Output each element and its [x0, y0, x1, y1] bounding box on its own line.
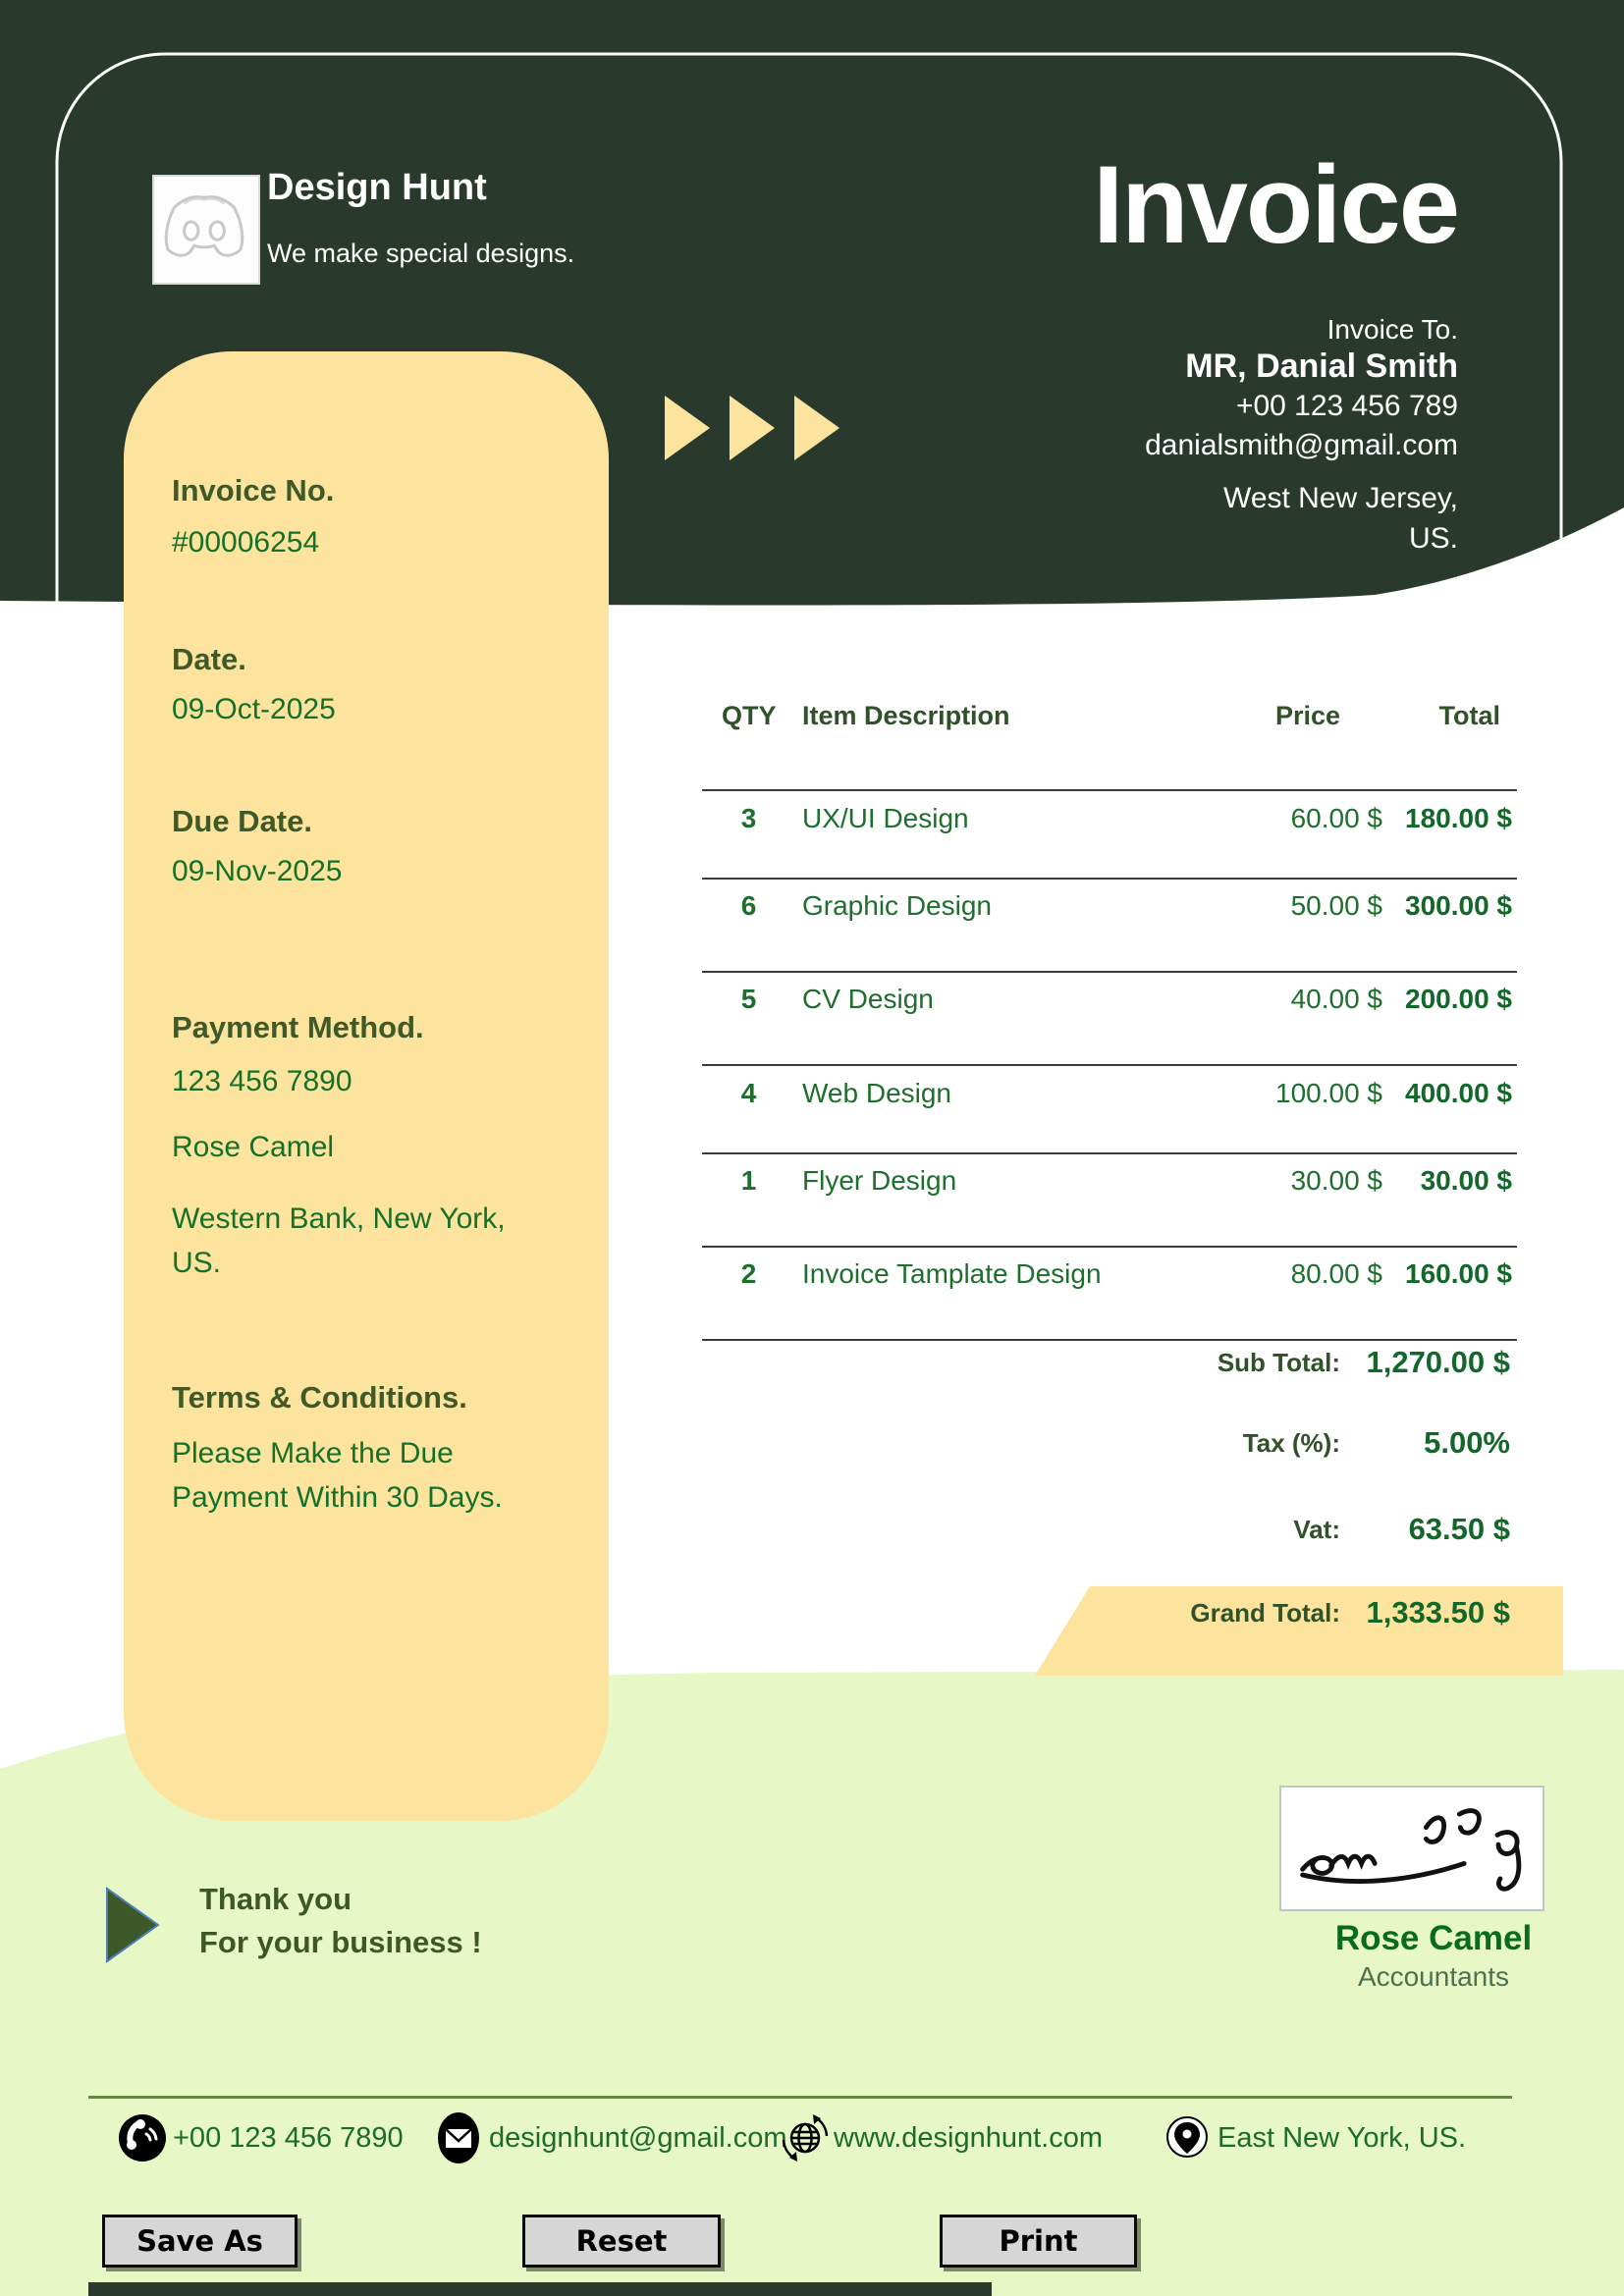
signature-box — [1279, 1786, 1544, 1911]
client-address-line1: West New Jersey, — [1223, 482, 1458, 514]
arrow-triangles-icon — [665, 395, 851, 463]
vat-row — [702, 1508, 1517, 1551]
invoice-title: Invoice — [1093, 143, 1458, 266]
reset-button[interactable]: Reset — [522, 2215, 721, 2268]
grand-total-row — [702, 1591, 1517, 1634]
brand-logo — [152, 175, 260, 285]
invoice-no-value: #00006254 — [172, 526, 320, 559]
client-phone: +00 123 456 789 — [1235, 390, 1458, 422]
payment-account: 123 456 7890 — [172, 1065, 352, 1097]
invoice-details-panel — [124, 351, 609, 1821]
col-header-description: Item Description — [802, 701, 1010, 730]
payment-method-label: Payment Method. — [172, 1010, 424, 1044]
cell-description: UX/UI Design — [802, 803, 969, 833]
grand-total-label: Grand Total: — [1190, 1598, 1340, 1628]
cell-price: 50.00 $ — [1290, 890, 1382, 921]
footer-email: designhunt@gmail.com — [489, 2122, 787, 2154]
signatory-name: Rose Camel — [1334, 1919, 1533, 1957]
cell-description: Invoice Tamplate Design — [802, 1258, 1102, 1289]
client-email: danialsmith@gmail.com — [1145, 429, 1458, 461]
cell-price: 30.00 $ — [1290, 1165, 1382, 1196]
terms-line1: Please Make the Due — [172, 1437, 454, 1469]
table-row — [702, 984, 1517, 1023]
cell-price: 40.00 $ — [1290, 984, 1382, 1014]
table-header-row — [702, 701, 1517, 740]
invoice-to-label: Invoice To. — [1326, 314, 1458, 345]
table-divider — [702, 1064, 1517, 1066]
grand-total-value: 1,333.50 $ — [1366, 1595, 1510, 1629]
signatory-role: Accountants — [1357, 1961, 1510, 1992]
brand-name: Design Hunt — [267, 167, 487, 208]
table-row — [702, 1258, 1517, 1298]
cell-qty: 6 — [740, 890, 757, 921]
cell-total: 180.00 $ — [1405, 803, 1512, 833]
payment-bank-line2: US. — [172, 1247, 222, 1279]
table-row — [702, 803, 1517, 842]
vat-label: Vat: — [1293, 1515, 1340, 1544]
cell-price: 100.00 $ — [1275, 1078, 1382, 1108]
print-button[interactable]: Print — [940, 2215, 1137, 2268]
due-date-value: 09-Nov-2025 — [172, 855, 343, 887]
table-divider — [702, 789, 1517, 791]
table-divider — [702, 1246, 1517, 1248]
cell-total: 160.00 $ — [1405, 1258, 1512, 1289]
subtotal-value: 1,270.00 $ — [1366, 1345, 1510, 1379]
due-date-label: Due Date. — [172, 804, 312, 838]
handwritten-signature — [1281, 1788, 1539, 1905]
tax-value: 5.00% — [1424, 1425, 1510, 1460]
cell-description: Web Design — [802, 1078, 952, 1108]
phone-icon — [118, 2112, 167, 2163]
brand-tagline: We make special designs. — [267, 239, 575, 268]
cell-qty: 1 — [740, 1165, 757, 1196]
cell-total: 200.00 $ — [1405, 984, 1512, 1014]
footer-divider — [88, 2096, 1512, 2099]
vat-value: 63.50 $ — [1408, 1512, 1510, 1546]
table-divider — [702, 971, 1517, 973]
date-value: 09-Oct-2025 — [172, 693, 336, 725]
cell-total: 400.00 $ — [1405, 1078, 1512, 1108]
cell-description: Graphic Design — [802, 890, 992, 921]
play-triangle-icon — [105, 1887, 162, 1963]
footer-website: www.designhunt.com — [834, 2122, 1104, 2154]
table-row — [702, 890, 1517, 930]
invoice-no-label: Invoice No. — [172, 473, 335, 507]
terms-label: Terms & Conditions. — [172, 1380, 467, 1415]
client-address-line2: US. — [1408, 522, 1458, 555]
payment-bank-line1: Western Bank, New York, — [172, 1202, 506, 1235]
cell-description: Flyer Design — [802, 1165, 957, 1196]
mail-icon — [438, 2112, 479, 2163]
bottom-accent-bar — [88, 2282, 992, 2296]
thank-you-line2: For your business ! — [199, 1925, 482, 1959]
tax-row — [702, 1421, 1517, 1465]
subtotal-label: Sub Total: — [1217, 1348, 1340, 1377]
col-header-price: Price — [1274, 701, 1340, 730]
cell-qty: 2 — [740, 1258, 757, 1289]
cell-price: 80.00 $ — [1290, 1258, 1382, 1289]
globe-icon — [780, 2110, 831, 2165]
col-header-qty: QTY — [722, 701, 777, 730]
cell-total: 30.00 $ — [1420, 1165, 1512, 1196]
discord-mascot-icon — [154, 177, 254, 279]
cell-price: 60.00 $ — [1290, 803, 1382, 833]
date-label: Date. — [172, 642, 246, 676]
tax-label: Tax (%): — [1242, 1428, 1340, 1458]
thank-you-line1: Thank you — [199, 1882, 352, 1916]
footer-phone: +00 123 456 7890 — [173, 2122, 404, 2154]
col-header-total: Total — [1438, 701, 1500, 730]
client-name: MR, Danial Smith — [1185, 347, 1458, 385]
table-divider — [702, 1152, 1517, 1154]
terms-line2: Payment Within 30 Days. — [172, 1481, 503, 1514]
save-as-button[interactable]: Save As — [102, 2215, 298, 2268]
cell-qty: 3 — [740, 803, 757, 833]
table-divider — [702, 878, 1517, 880]
table-row — [702, 1165, 1517, 1204]
subtotal-row — [702, 1341, 1517, 1384]
table-row — [702, 1078, 1517, 1117]
location-pin-icon — [1164, 2110, 1210, 2165]
cell-qty: 5 — [740, 984, 757, 1014]
cell-qty: 4 — [740, 1078, 757, 1108]
footer-address: East New York, US. — [1218, 2122, 1467, 2154]
cell-description: CV Design — [802, 984, 934, 1014]
payment-name: Rose Camel — [172, 1131, 335, 1163]
cell-total: 300.00 $ — [1405, 890, 1512, 921]
